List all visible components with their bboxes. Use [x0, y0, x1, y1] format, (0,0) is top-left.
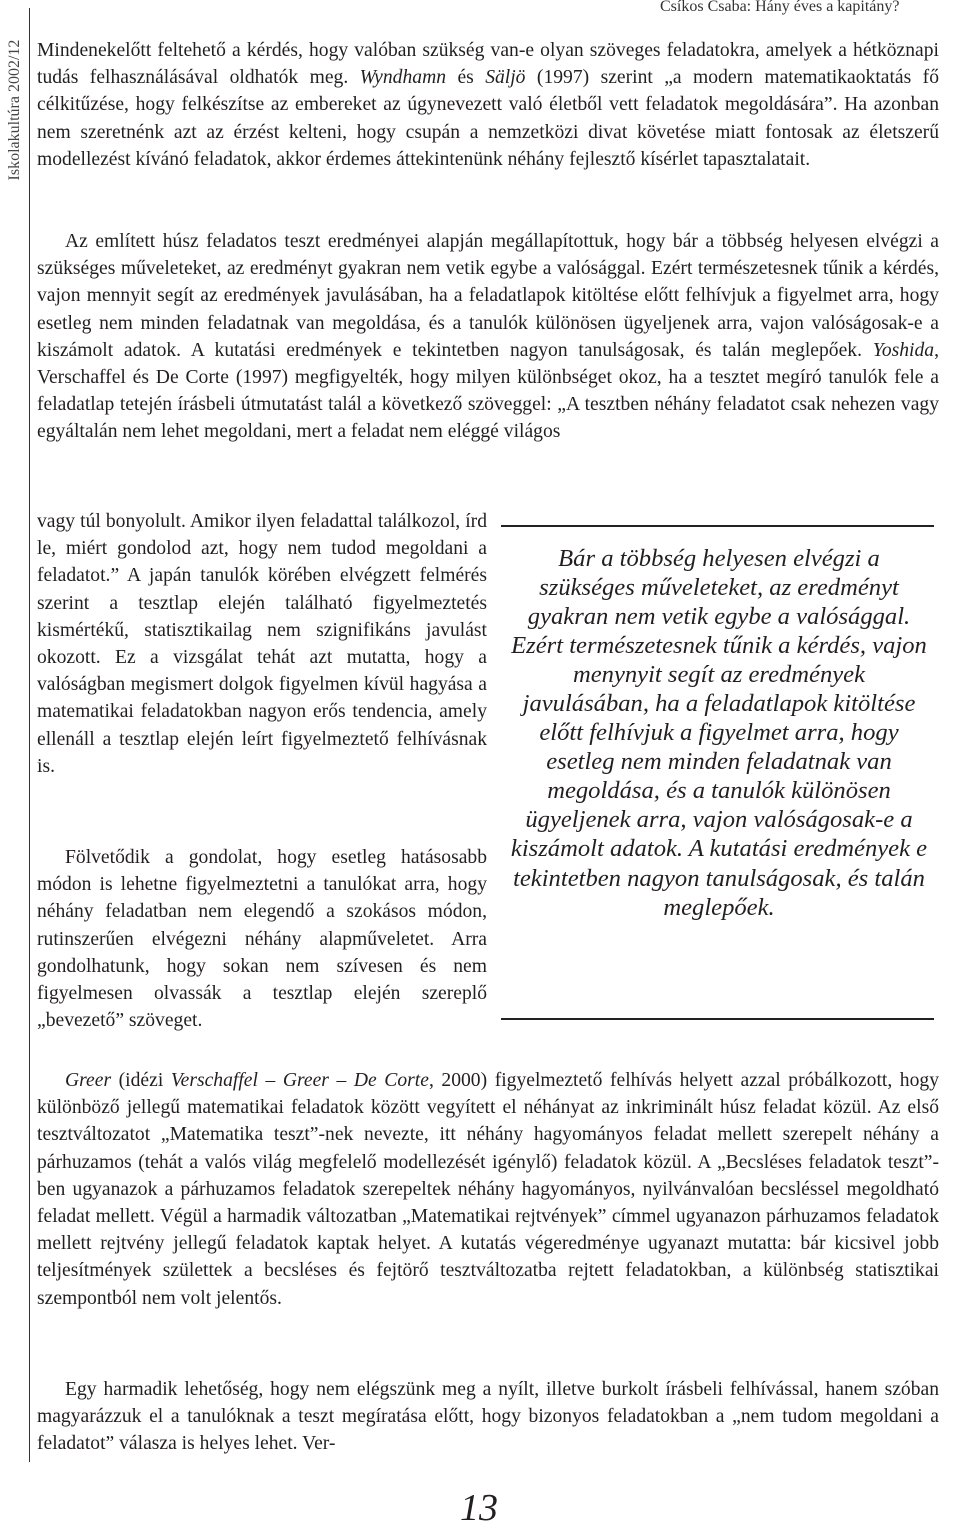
p2-text-b: , Verschaffel és De Corte (1997) megfigyelték, hogy milyen különbséget okoz, ha a tesztet megíró tanulók fele a feladatlap tetején írásbeli útmutatást talál a következő szöveggel: „A tesztben néhány feladatot csak nehezen vagy egyáltalán nem lehet megoldani, mert a feladat nem eléggé világos	[37, 339, 939, 443]
sidebar-rule	[29, 8, 30, 1462]
paragraph-2-continued: vagy túl bonyolult. Amikor ilyen feladattal találkozol, írd le, miért gondolod azt, hogy nem tudod megoldani a feladatot.” A japán tanulók körében elvégzett felmérés szerint a tesztlap elején található figyelmeztetés kismértékű, statisztikailag nem szignifikáns javulást okozott. Ez a vizsgálat tehát azt mutatta, hogy a valóságban megismert dolgok figyelmen kívül hagyása a matematikai feladatokban nagyon erős tendencia, amely ellenáll a tesztlap elején leírt figyelmeztető felhívásnak is.	[37, 511, 487, 777]
paragraph-4	[37, 1067, 939, 1312]
p4-citation: Verschaffel – Greer – De Corte	[170, 1070, 429, 1091]
p1-text-b: és	[446, 67, 486, 89]
p1-text-c: (1997) szerint „a modern matematikaoktatás fő célkitűzése, hogy felkészítse az embereket az úgynevezett való életből vett feladatok megoldására”. Ha azonban nem szeretnénk azt az érzést kelteni, hogy csupán a nemzetközi divat követése miatt fontosak az életszerű modellezést kívánó feladatok, akkor érdemes áttekintenünk néhány fejlesztő kísérlet tapasztalatait.	[37, 67, 939, 170]
p2-author: Yoshida	[872, 339, 935, 361]
sidebar	[0, 0, 30, 1462]
p4-author: Greer	[65, 1070, 112, 1091]
p4-text-b: , 2000) figyelmeztető felhívás helyett azzal próbálkozott, hogy különböző jellegű matematikai feladatok között vegyített el néhányat az inkriminált húsz feladat közül. Az első tesztváltozatot „Matematika teszt”-nek nevezte, itt néhány hagyományos feladat mellett szerepelt néhány a párhuzamos (tehát a valós világ megfelelő modellezését igénylő) feladatok közül. A „Becsléses feladatok teszt”-ben ugyanazok a párhuzamos feladatok szerepeltek néhány hagyományos, nyilvánvalóan becsléssel megoldható feladat mellett. Végül a harmadik változatban „Matematikai rejtvények” címmel ugyanazon párhuzamos feladatok mellett rejtvény jellegű feladatok kaptak helyet. A kutatás végeredménye ugyanazt mutatta: bár kicsivel jobb teljesítmények születtek a becsléses és fejtörő tesztváltozatba rejtett feladatokban, a különbség statisztikai szempontból nem volt jelentős.	[37, 1070, 939, 1309]
running-head: Csíkos Csaba: Hány éves a kapitány?	[660, 0, 900, 15]
page-number: 13	[460, 1487, 498, 1529]
p4-text-a: (idézi	[111, 1070, 171, 1091]
pullquote-top-rule	[501, 525, 934, 527]
paragraph-2	[37, 228, 939, 446]
paragraph-5: Egy harmadik lehetőség, hogy nem elégszünk meg a nyílt, illetve burkolt írásbeli felhívással, hanem szóban magyarázzuk el a tanulóknak a teszt megíratása előtt, hogy bizonyos feladatokban a „nem tudom megoldani a feladatot” válasza is helyes lehet. Ver-	[37, 1379, 939, 1455]
pullquote-bottom-rule	[501, 1018, 934, 1020]
paragraph-1	[37, 37, 939, 173]
journal-label: Iskolakultúra 2002/12	[6, 39, 23, 181]
p1-author-2: Säljö	[485, 67, 526, 89]
pullquote: Bár a többség helyesen elvégzi a szükséges műveleteket, az eredményt gyakran nem vetik egybe a valósággal. Ezért természetesnek tűnik a kérdés, vajon menynyit segít az eredmények javulásában, ha a feladatlapok kitöltése előtt felhívjuk a figyelmet arra, hogy esetleg nem minden feladatnak van megoldása, és a tanulók különösen ügyeljenek arra, vajon valóságosak-e a kiszámolt adatok. A kutatási eredmények e tekintetben nagyon tanulságosak, és talán meglepőek.	[510, 545, 928, 921]
p1-text-a: Mindenekelőtt feltehető a kérdés, hogy valóban szükség van-e olyan szöveges feladatokra, amelyek a hétköznapi tudás felhasználásával oldhatók meg.	[37, 40, 939, 89]
p1-author-1: Wyndhamn	[359, 67, 447, 89]
p2-text-a: Az említett húsz feladatos teszt eredményei alapján megállapítottuk, hogy bár a többség helyesen elvégzi a szükséges műveleteket, az eredményt gyakran nem vetik egybe a valósággal. Ezért természetesnek tűnik a kérdés, vajon mennyit segít az eredmények javulásában, ha a feladatlapok kitöltése előtt felhívjuk a figyelmet arra, hogy esetleg nem minden feladatnak van megoldása, és a tanulók különösen ügyeljenek arra, vajon valóságosak-e a kiszámolt adatok. A kutatási eredmények e tekintetben nagyon tanulságosak, és talán meglepőek.	[37, 231, 939, 361]
paragraph-3: Fölvetődik a gondolat, hogy esetleg hatásosabb módon is lehetne figyelmeztetni a tanulókat arra, hogy néhány feladatban nem elegendő a szokásos módon, rutinszerűen elvégezni néhány alapműveletet. Arra gondolhatunk, hogy sokan nem szívesen és nem figyelmesen olvassák a tesztlap elején szereplő „bevezető” szöveget.	[37, 847, 487, 1032]
